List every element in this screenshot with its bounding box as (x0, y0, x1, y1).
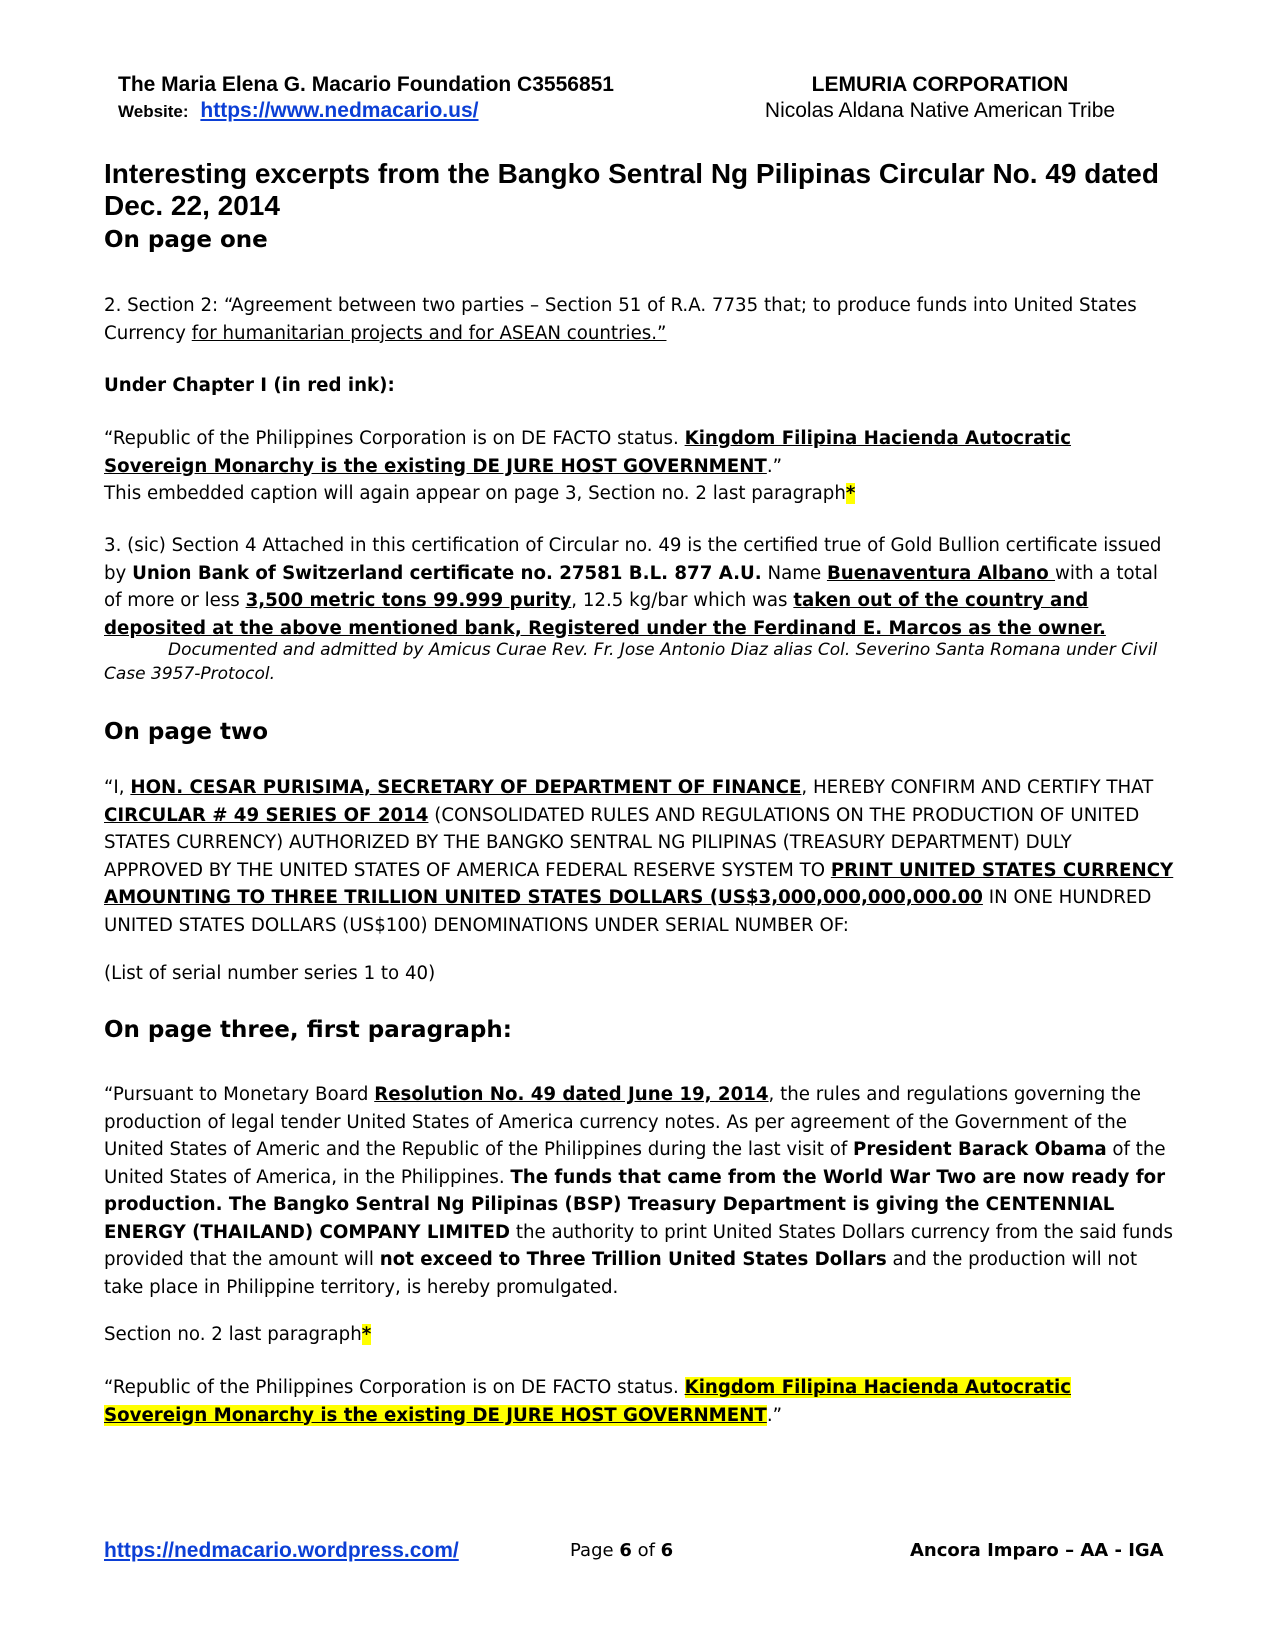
heading-page-three: On page three, first paragraph: (104, 1017, 512, 1043)
page-number: Page 6 of 6 (570, 1540, 674, 1561)
foundation-name: The Maria Elena G. Macario Foundation C3556851 (118, 73, 614, 96)
website-link[interactable]: https://www.nedmacario.us/ (200, 99, 479, 122)
heading-page-one: On page one (104, 227, 268, 253)
paragraph-section-2: 2. Section 2: “Agreement between two parties – Section 51 of R.A. 7735 that; to produce funds into United States Currency for humanitarian projects and for ASEAN countries.” (104, 295, 1137, 344)
asterisk-marker: * (361, 1324, 372, 1345)
paragraph-resolution: “Pursuant to Monetary Board Resolution No. 49 dated June 19, 2014, the rules and regulations governing the production of legal tender United States of America currency notes. As per agreement of the Government of the United States of Americ and the Republic of the Philippines during the last visit of President Barack Obama of the United States of America, in the Philippines. The funds that came from the World War Two are now ready for production. The Bangko Sentral Ng Pilipinas (BSP) Treasury Department is giving the CENTENNIAL ENERGY (THAILAND) COMPANY LIMITED the authority to print United States Dollars currency from the said funds provided that the amount will not exceed to Three Trillion United States Dollars and the production will not take place in Philippine territory, is hereby promulgated. (104, 1084, 1173, 1298)
document-title: Interesting excerpts from the Bangko Sentral Ng Pilipinas Circular No. 49 dated Dec. 22, 2014 (104, 158, 1159, 221)
tribe-name: Nicolas Aldana Native American Tribe (764, 99, 1116, 122)
documented-note: Documented and admitted by Amicus Curae Rev. Fr. Jose Antonio Diaz alias Col. Severino Santa Romana under Civil Case 3957-Protocol. (104, 640, 1158, 684)
header-left (118, 72, 614, 125)
footer-motto: Ancora Imparo – AA - IGA (910, 1540, 1164, 1561)
asterisk-marker: * (845, 483, 856, 504)
paragraph-section-2-reference: Section no. 2 last paragraph* (104, 1324, 372, 1345)
header-right (740, 72, 1140, 124)
paragraph-certification: “I, HON. CESAR PURISIMA, SECRETARY OF DEPARTMENT OF FINANCE, HEREBY CONFIRM AND CERTIFY THAT CIRCULAR # 49 SERIES OF 2014 (CONSOLIDATED RULES AND REGULATIONS ON THE PRODUCTION OF UNITED STATES CURRENCY) AUTHORIZED BY THE BANGKO SENTRAL NG PILIPINAS (TREASURY DEPARTMENT) DULY APPROVED BY THE UNITED STATES OF AMERICA FEDERAL RESERVE SYSTEM TO PRINT UNITED STATES CURRENCY AMOUNTING TO THREE TRILLION UNITED STATES DOLLARS (US$3,000,000,000,000.00 IN ONE HUNDRED UNITED STATES DOLLARS (US$100) DENOMINATIONS UNDER SERIAL NUMBER OF: (104, 777, 1174, 936)
paragraph-de-jure-highlight: “Republic of the Philippines Corporation is on DE FACTO status. Kingdom Filipina Hacienda Autocratic Sovereign Monarchy is the existing DE JURE HOST GOVERNMENT.” (104, 1377, 1071, 1426)
footer-link[interactable]: https://nedmacario.wordpress.com/ (104, 1539, 459, 1562)
paragraph-de-facto-status: “Republic of the Philippines Corporation is on DE FACTO status. Kingdom Filipina Hacienda Autocratic Sovereign Monarchy is the existing DE JURE HOST GOVERNMENT.” This embedded caption will again appear on page 3, Section no. 2 last paragraph* (104, 428, 1071, 504)
corporation-name: LEMURIA CORPORATION (811, 73, 1069, 96)
heading-page-two: On page two (104, 719, 269, 745)
paragraph-section-4: 3. (sic) Section 4 Attached in this certification of Circular no. 49 is the certified true of Gold Bullion certificate issued by Union Bank of Switzerland certificate no. 27581 B.L. 877 A.U. Name Buenaventura Albano with a total of more or less 3,500 metric tons 99.999 purity, 12.5 kg/bar which was taken out of the country and deposited at the above mentioned bank, Registered under the Ferdinand E. Marcos as the owner. (104, 535, 1162, 639)
website-label: Website: (118, 102, 189, 121)
chapter-heading: Under Chapter I (in red ink): (104, 375, 395, 396)
serial-list-note: (List of serial number series 1 to 40) (104, 963, 436, 984)
